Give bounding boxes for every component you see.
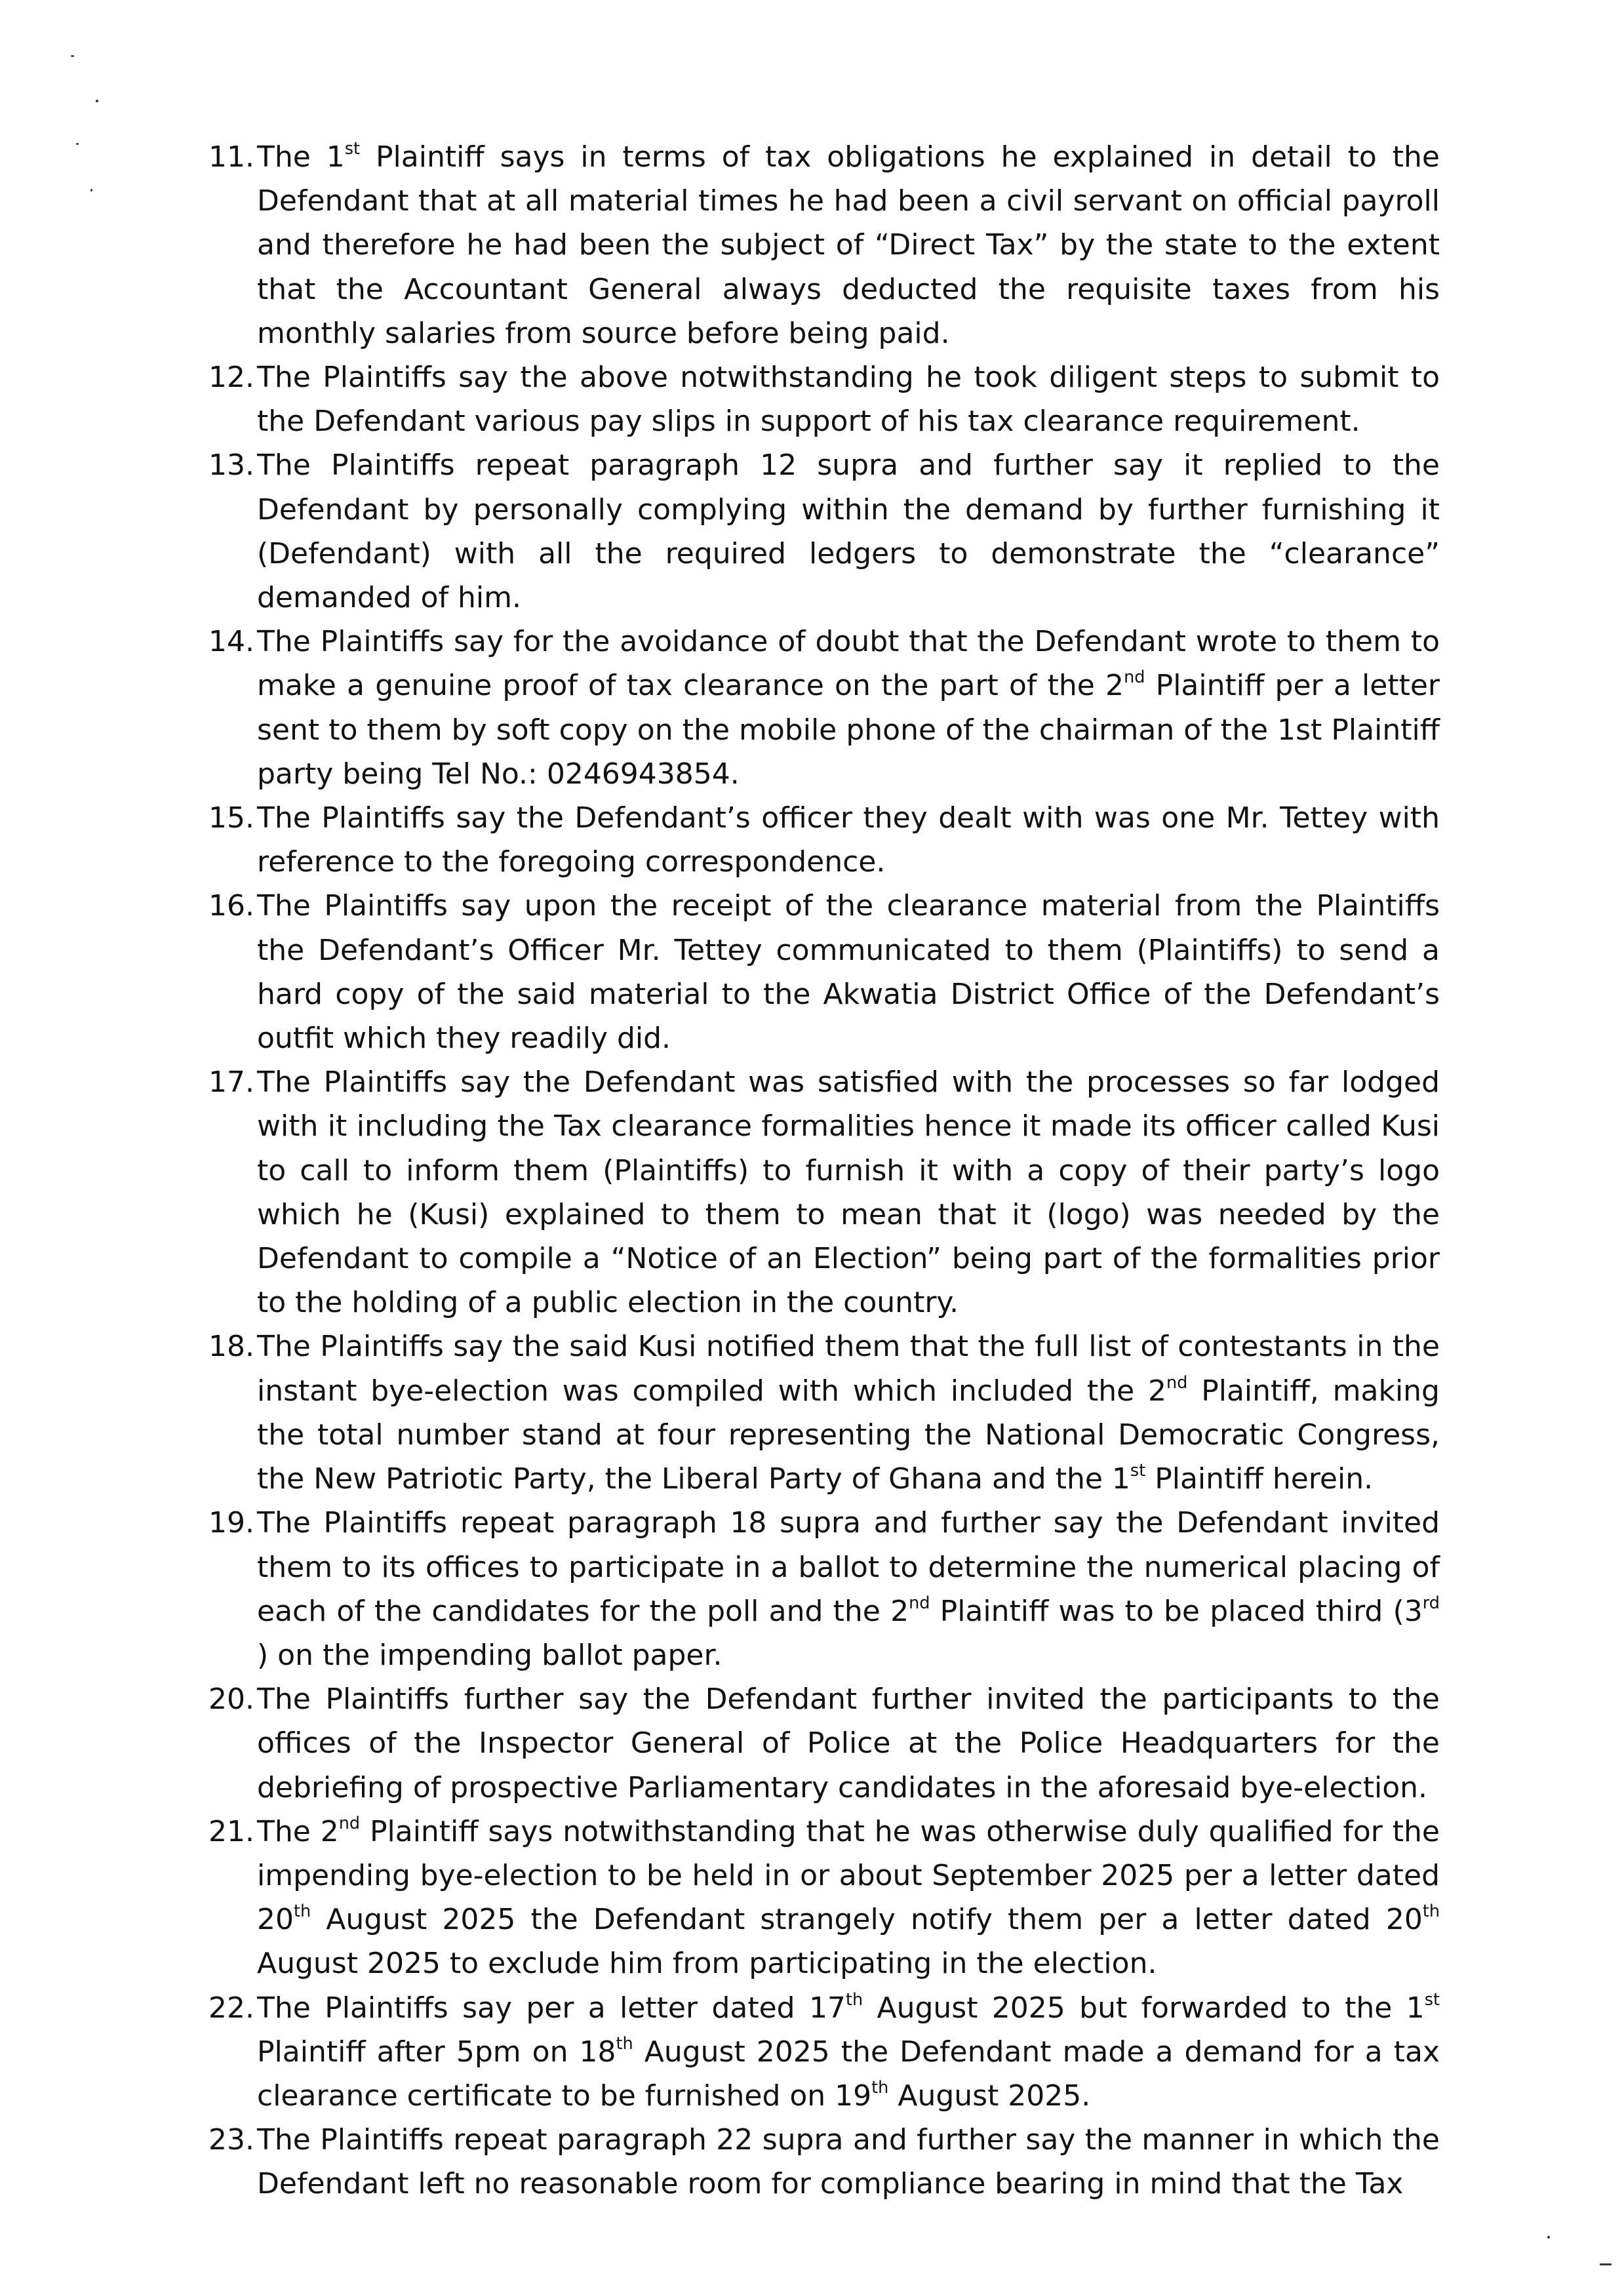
paragraph-number: 19. xyxy=(208,1506,254,1540)
paragraph-number: 18. xyxy=(208,1330,254,1364)
paragraph-text xyxy=(257,889,1440,1055)
numbered-paragraph xyxy=(208,1060,1440,1324)
ordinal-suffix: rd xyxy=(1422,1593,1440,1613)
text-run: Plaintiff per a letter sent to them by soft copy on the mobile phone of the chairman of the 1st Plaintiff party being Tel No.: 0246943854. xyxy=(257,669,1440,791)
paragraph-number: 14. xyxy=(208,625,254,659)
text-run: Plaintiff says notwithstanding that he was otherwise duly qualified for the impending bye-election to be held in or about September 2025 per a letter dated 20 xyxy=(257,1814,1440,1937)
numbered-paragraph xyxy=(208,135,1440,355)
text-run: Plaintiff was to be placed third (3 xyxy=(930,1594,1423,1628)
paragraph-text xyxy=(257,140,1440,350)
text-run: The Plaintiffs say upon the receipt of the clearance material from the Plaintiffs the Defendant’s Officer Mr. Tettey communicated to them (Plaintiffs) to send a hard copy of the said material to the Akwatia District Office of the Defendant’s outfit which they readily did. xyxy=(257,889,1440,1056)
scan-speck xyxy=(1600,2263,1612,2265)
scan-speck xyxy=(1547,2236,1550,2239)
paragraph-number: 17. xyxy=(208,1065,254,1100)
paragraph-number: 22. xyxy=(208,1991,254,2025)
paragraph-number: 11. xyxy=(208,140,254,174)
paragraph-text xyxy=(257,1815,1440,1981)
paragraph-text xyxy=(257,2123,1440,2200)
ordinal-suffix: th xyxy=(1422,1901,1440,1921)
paragraph-number: 13. xyxy=(208,448,254,483)
numbered-paragraph xyxy=(208,620,1440,796)
text-run: The Plaintiffs say the above notwithstanding he took diligent steps to submit to the Defendant various pay slips in support of his tax clearance requirement. xyxy=(257,361,1440,439)
paragraph-number: 21. xyxy=(208,1814,254,1848)
paragraph-text xyxy=(257,625,1440,791)
numbered-paragraph xyxy=(208,884,1440,1060)
numbered-paragraph xyxy=(208,1501,1440,1677)
numbered-paragraph xyxy=(208,1324,1440,1501)
numbered-paragraph xyxy=(208,1986,1440,2119)
text-run: The 2 xyxy=(257,1814,339,1848)
text-run: The Plaintiffs say the Defendant was satisfied with the processes so far lodged with it including the Tax clearance formalities hence it made its officer called Kusi to call to inform them (Plaintiffs) to furnish it with a copy of their party’s logo which he (Kusi) explained to them to mean that it (logo) was needed by the Defendant to compile a “Notice of an Election” being part of the formalities prior to the holding of a public election in the country. xyxy=(257,1065,1440,1320)
text-run: August 2025 the Defendant made a demand for a tax clearance certificate to be furnished on 19 xyxy=(257,2035,1440,2113)
document-body xyxy=(208,135,1440,2206)
ordinal-suffix: st xyxy=(1424,1989,1440,2010)
paragraph-text xyxy=(257,1506,1440,1672)
text-run: The Plaintiffs repeat paragraph 22 supra and further say the manner in which the Defendant left no reasonable room for compliance bearing in mind that the Tax xyxy=(257,2123,1440,2201)
paragraph-number: 20. xyxy=(208,1682,254,1717)
ordinal-suffix: th xyxy=(616,2033,633,2054)
text-run: Plaintiff, making the total number stand at four representing the National Democratic Congress, the New Patriotic Party, the Liberal Party of Ghana and the 1 xyxy=(257,1374,1440,1496)
text-run: August 2025 the Defendant strangely notify them per a letter dated 20 xyxy=(311,1903,1423,1937)
ordinal-suffix: th xyxy=(871,2077,889,2098)
numbered-paragraph xyxy=(208,1810,1440,1986)
ordinal-suffix: st xyxy=(344,138,361,159)
scan-speck xyxy=(90,189,92,191)
numbered-paragraph xyxy=(208,2118,1440,2206)
text-run: Plaintiff says in terms of tax obligations he explained in detail to the Defendant that at all material times he had been a civil servant on official payroll and therefore he had been the subject of “Direct Tax” by the state to the extent that the Accountant General always deducted the requisite taxes from his monthly salaries from source before being paid. xyxy=(257,140,1440,350)
paragraph-text xyxy=(257,361,1440,438)
scan-speck xyxy=(76,143,79,145)
paragraph-text xyxy=(257,1682,1440,1804)
text-run: Plaintiff herein. xyxy=(1145,1462,1374,1496)
paragraph-text xyxy=(257,448,1440,614)
ordinal-suffix: nd xyxy=(909,1593,930,1613)
text-run: The Plaintiffs say the said Kusi notified them that the full list of contestants in the instant bye-election was compiled with which included the 2 xyxy=(257,1330,1440,1408)
numbered-paragraph xyxy=(208,1677,1440,1810)
ordinal-suffix: th xyxy=(845,1989,863,2010)
numbered-paragraph xyxy=(208,443,1440,620)
text-run: ) on the impending ballot paper. xyxy=(257,1638,723,1672)
text-run: The 1 xyxy=(257,140,345,174)
numbered-paragraph xyxy=(208,796,1440,884)
paragraph-number: 12. xyxy=(208,361,254,395)
ordinal-suffix: th xyxy=(294,1901,311,1921)
paragraph-text xyxy=(257,1991,1440,2113)
ordinal-suffix: nd xyxy=(1166,1372,1188,1393)
numbered-paragraph xyxy=(208,355,1440,443)
paragraph-text xyxy=(257,801,1440,879)
paragraph-number: 15. xyxy=(208,801,254,835)
text-run: Plaintiff after 5pm on 18 xyxy=(257,2035,616,2069)
text-run: The Plaintiffs say per a letter dated 17 xyxy=(257,1991,846,2025)
ordinal-suffix: nd xyxy=(1124,667,1145,688)
scan-speck xyxy=(96,100,98,102)
paragraph-number: 16. xyxy=(208,889,254,923)
text-run: The Plaintiffs say the Defendant’s officer they dealt with was one Mr. Tettey with reference to the foregoing correspondence. xyxy=(257,801,1440,879)
paragraph-text xyxy=(257,1330,1440,1496)
text-run: The Plaintiffs repeat paragraph 18 supra and further say the Defendant invited them to its offices to participate in a ballot to determine the numerical placing of each of the candidates for the poll and the 2 xyxy=(257,1506,1440,1628)
text-run: August 2025. xyxy=(888,2079,1091,2113)
paragraph-number: 23. xyxy=(208,2123,254,2157)
ordinal-suffix: nd xyxy=(338,1813,361,1833)
text-run: August 2025 but forwarded to the 1 xyxy=(863,1991,1425,2025)
text-run: The Plaintiffs repeat paragraph 12 supra and further say it replied to the Defendant by personally complying within the demand by further furnishing it (Defendant) with all the required ledgers to demonstrate the “clearance” demanded of him. xyxy=(257,448,1440,615)
scan-speck xyxy=(71,55,74,57)
ordinal-suffix: st xyxy=(1130,1460,1146,1481)
text-run: The Plaintiffs further say the Defendant further invited the participants to the offices of the Inspector General of Police at the Police Headquarters for the debriefing of prospective Parliamentary candidates in the aforesaid bye-election. xyxy=(257,1682,1440,1804)
text-run: The Plaintiffs say for the avoidance of doubt that the Defendant wrote to them to make a genuine proof of tax clearance on the part of the 2 xyxy=(257,625,1440,703)
text-run: August 2025 to exclude him from participating in the election. xyxy=(257,1947,1157,1981)
paragraph-text xyxy=(257,1065,1440,1319)
